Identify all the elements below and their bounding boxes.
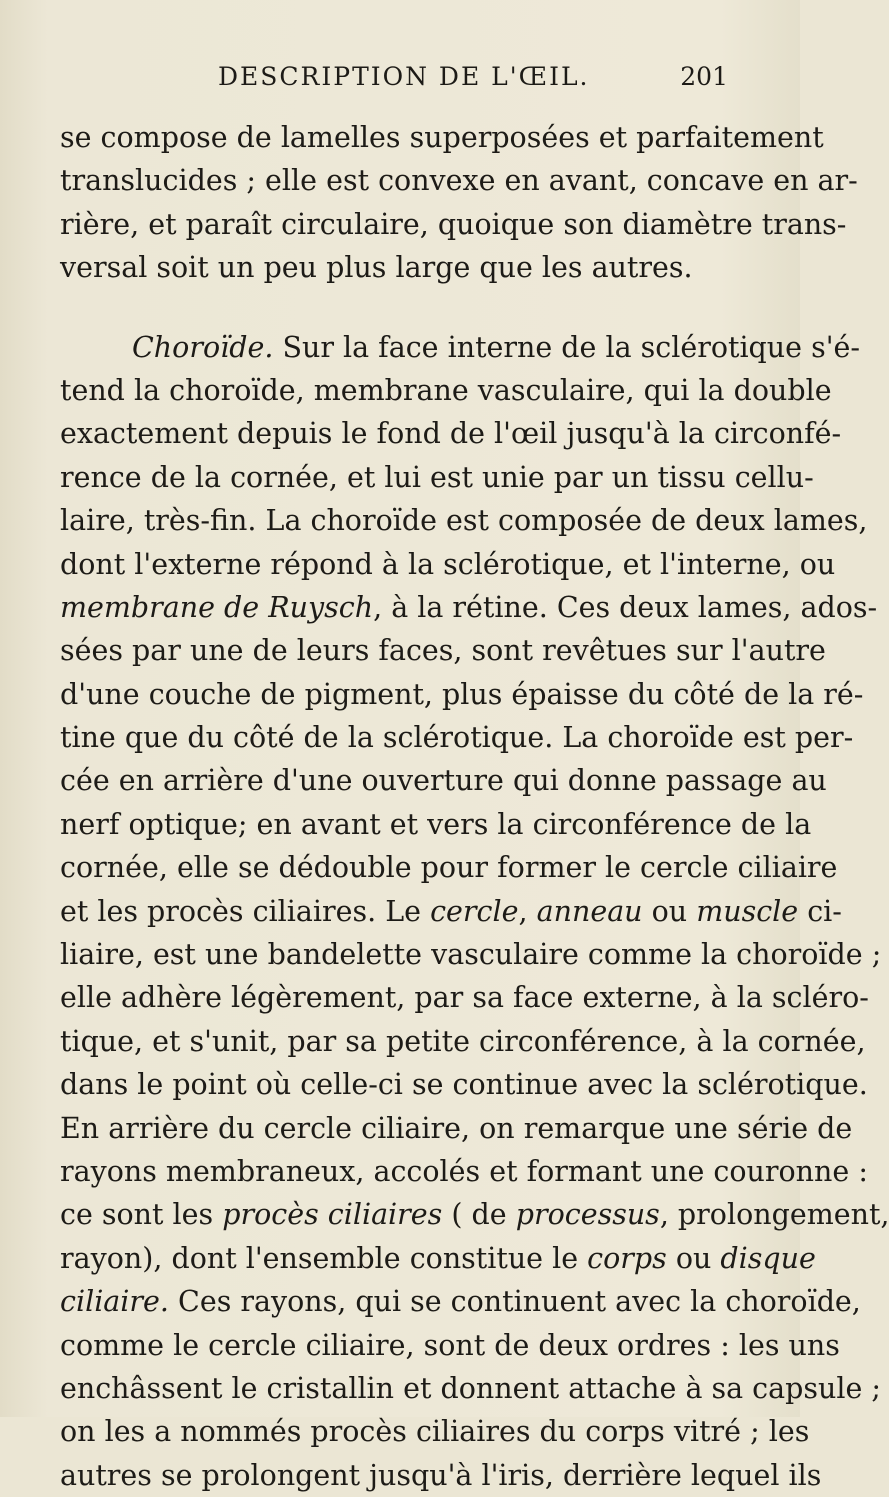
body-text <box>60 116 889 1497</box>
text-line: dans le point où celle-ci se continue avec la sclérotique. <box>60 1068 868 1102</box>
text-line: elle adhère légèrement, par sa face externe, à la scléro- <box>60 981 869 1015</box>
text-line: liaire, est une bandelette vasculaire comme la choroïde ; <box>60 938 882 972</box>
text-run: Sur la face interne de la sclérotique s'é- <box>273 330 861 364</box>
text-run: , à la rétine. Ces deux lames, ados- <box>373 590 878 624</box>
text-line: rence de la cornée, et lui est unie par un tissu cellu- <box>60 460 814 494</box>
text-line: rière, et paraît circulaire, quoique son diamètre trans- <box>60 207 847 241</box>
text-line: tend la choroïde, membrane vasculaire, qui la double <box>60 373 832 407</box>
text-line: tique, et s'unit, par sa petite circonférence, à la cornée, <box>60 1024 866 1058</box>
text-line <box>60 1280 861 1323</box>
italic-term: membrane de Ruysch <box>60 590 374 624</box>
italic-term: muscle <box>696 894 799 928</box>
paragraph-gap <box>60 290 740 326</box>
text-line: tine que du côté de la sclérotique. La choroïde est per- <box>60 721 854 755</box>
text-line <box>60 586 878 629</box>
text-run: ou <box>642 894 697 928</box>
text-line: translucides ; elle est convexe en avant, concave en ar- <box>60 164 858 198</box>
text-line: versal soit un peu plus large que les autres. <box>60 251 693 285</box>
italic-term: ciliaire. <box>60 1285 169 1319</box>
paragraph <box>60 116 858 290</box>
text-line: cornée, elle se dédouble pour former le cercle ciliaire <box>60 851 838 885</box>
text-line <box>60 1237 816 1280</box>
text-run: , prolongement, <box>659 1198 889 1232</box>
text-line: dont l'externe répond à la sclérotique, et l'interne, ou <box>60 547 836 581</box>
text-line: laire, très-fin. La choroïde est composée de deux lames, <box>60 504 868 538</box>
text-line <box>60 890 842 933</box>
running-title: DESCRIPTION DE L'ŒIL. <box>218 62 590 91</box>
italic-term: anneau <box>536 894 643 928</box>
text-line: exactement depuis le fond de l'œil jusqu'à la circonfé- <box>60 417 842 451</box>
text-line: rayons membraneux, accolés et formant une couronne : <box>60 1154 868 1188</box>
text-line: autres se prolongent jusqu'à l'iris, derrière lequel ils <box>60 1458 822 1492</box>
italic-term: disque <box>720 1241 816 1275</box>
text-line <box>60 1193 889 1236</box>
text-run: ci- <box>798 894 842 928</box>
italic-term: corps <box>587 1241 667 1275</box>
text-run: , <box>518 894 537 928</box>
text-run: ce sont les <box>60 1198 223 1232</box>
italic-term: cercle <box>430 894 519 928</box>
running-header <box>218 62 728 98</box>
italic-term: procès ciliaires <box>222 1198 443 1232</box>
text-run: ou <box>666 1241 721 1275</box>
text-run: Ces rayons, qui se continuent avec la choroïde, <box>168 1285 861 1319</box>
text-line: cée en arrière d'une ouverture qui donne passage au <box>60 764 827 798</box>
text-run: rayon), dont l'ensemble constitue le <box>60 1241 588 1275</box>
italic-term: processus <box>515 1198 660 1232</box>
text-run: et les procès ciliaires. Le <box>60 894 431 928</box>
text-line: nerf optique; en avant et vers la circonférence de la <box>60 807 812 841</box>
text-line: d'une couche de pigment, plus épaisse du côté de la ré- <box>60 677 864 711</box>
text-line: En arrière du cercle ciliaire, on remarque une série de <box>60 1111 853 1145</box>
text-line <box>60 326 861 369</box>
text-run: ( de <box>442 1198 516 1232</box>
page-number: 201 <box>680 62 728 91</box>
text-line: comme le cercle ciliaire, sont de deux ordres : les uns <box>60 1328 840 1362</box>
text-line: sées par une de leurs faces, sont revêtues sur l'autre <box>60 634 826 668</box>
section-heading: Choroïde. <box>132 330 274 364</box>
text-line: enchâssent le cristallin et donnent attache à sa capsule ; <box>60 1371 881 1405</box>
text-line: on les a nommés procès ciliaires du corps vitré ; les <box>60 1415 810 1449</box>
text-line: se compose de lamelles superposées et parfaitement <box>60 121 824 154</box>
paragraph <box>60 326 889 1497</box>
